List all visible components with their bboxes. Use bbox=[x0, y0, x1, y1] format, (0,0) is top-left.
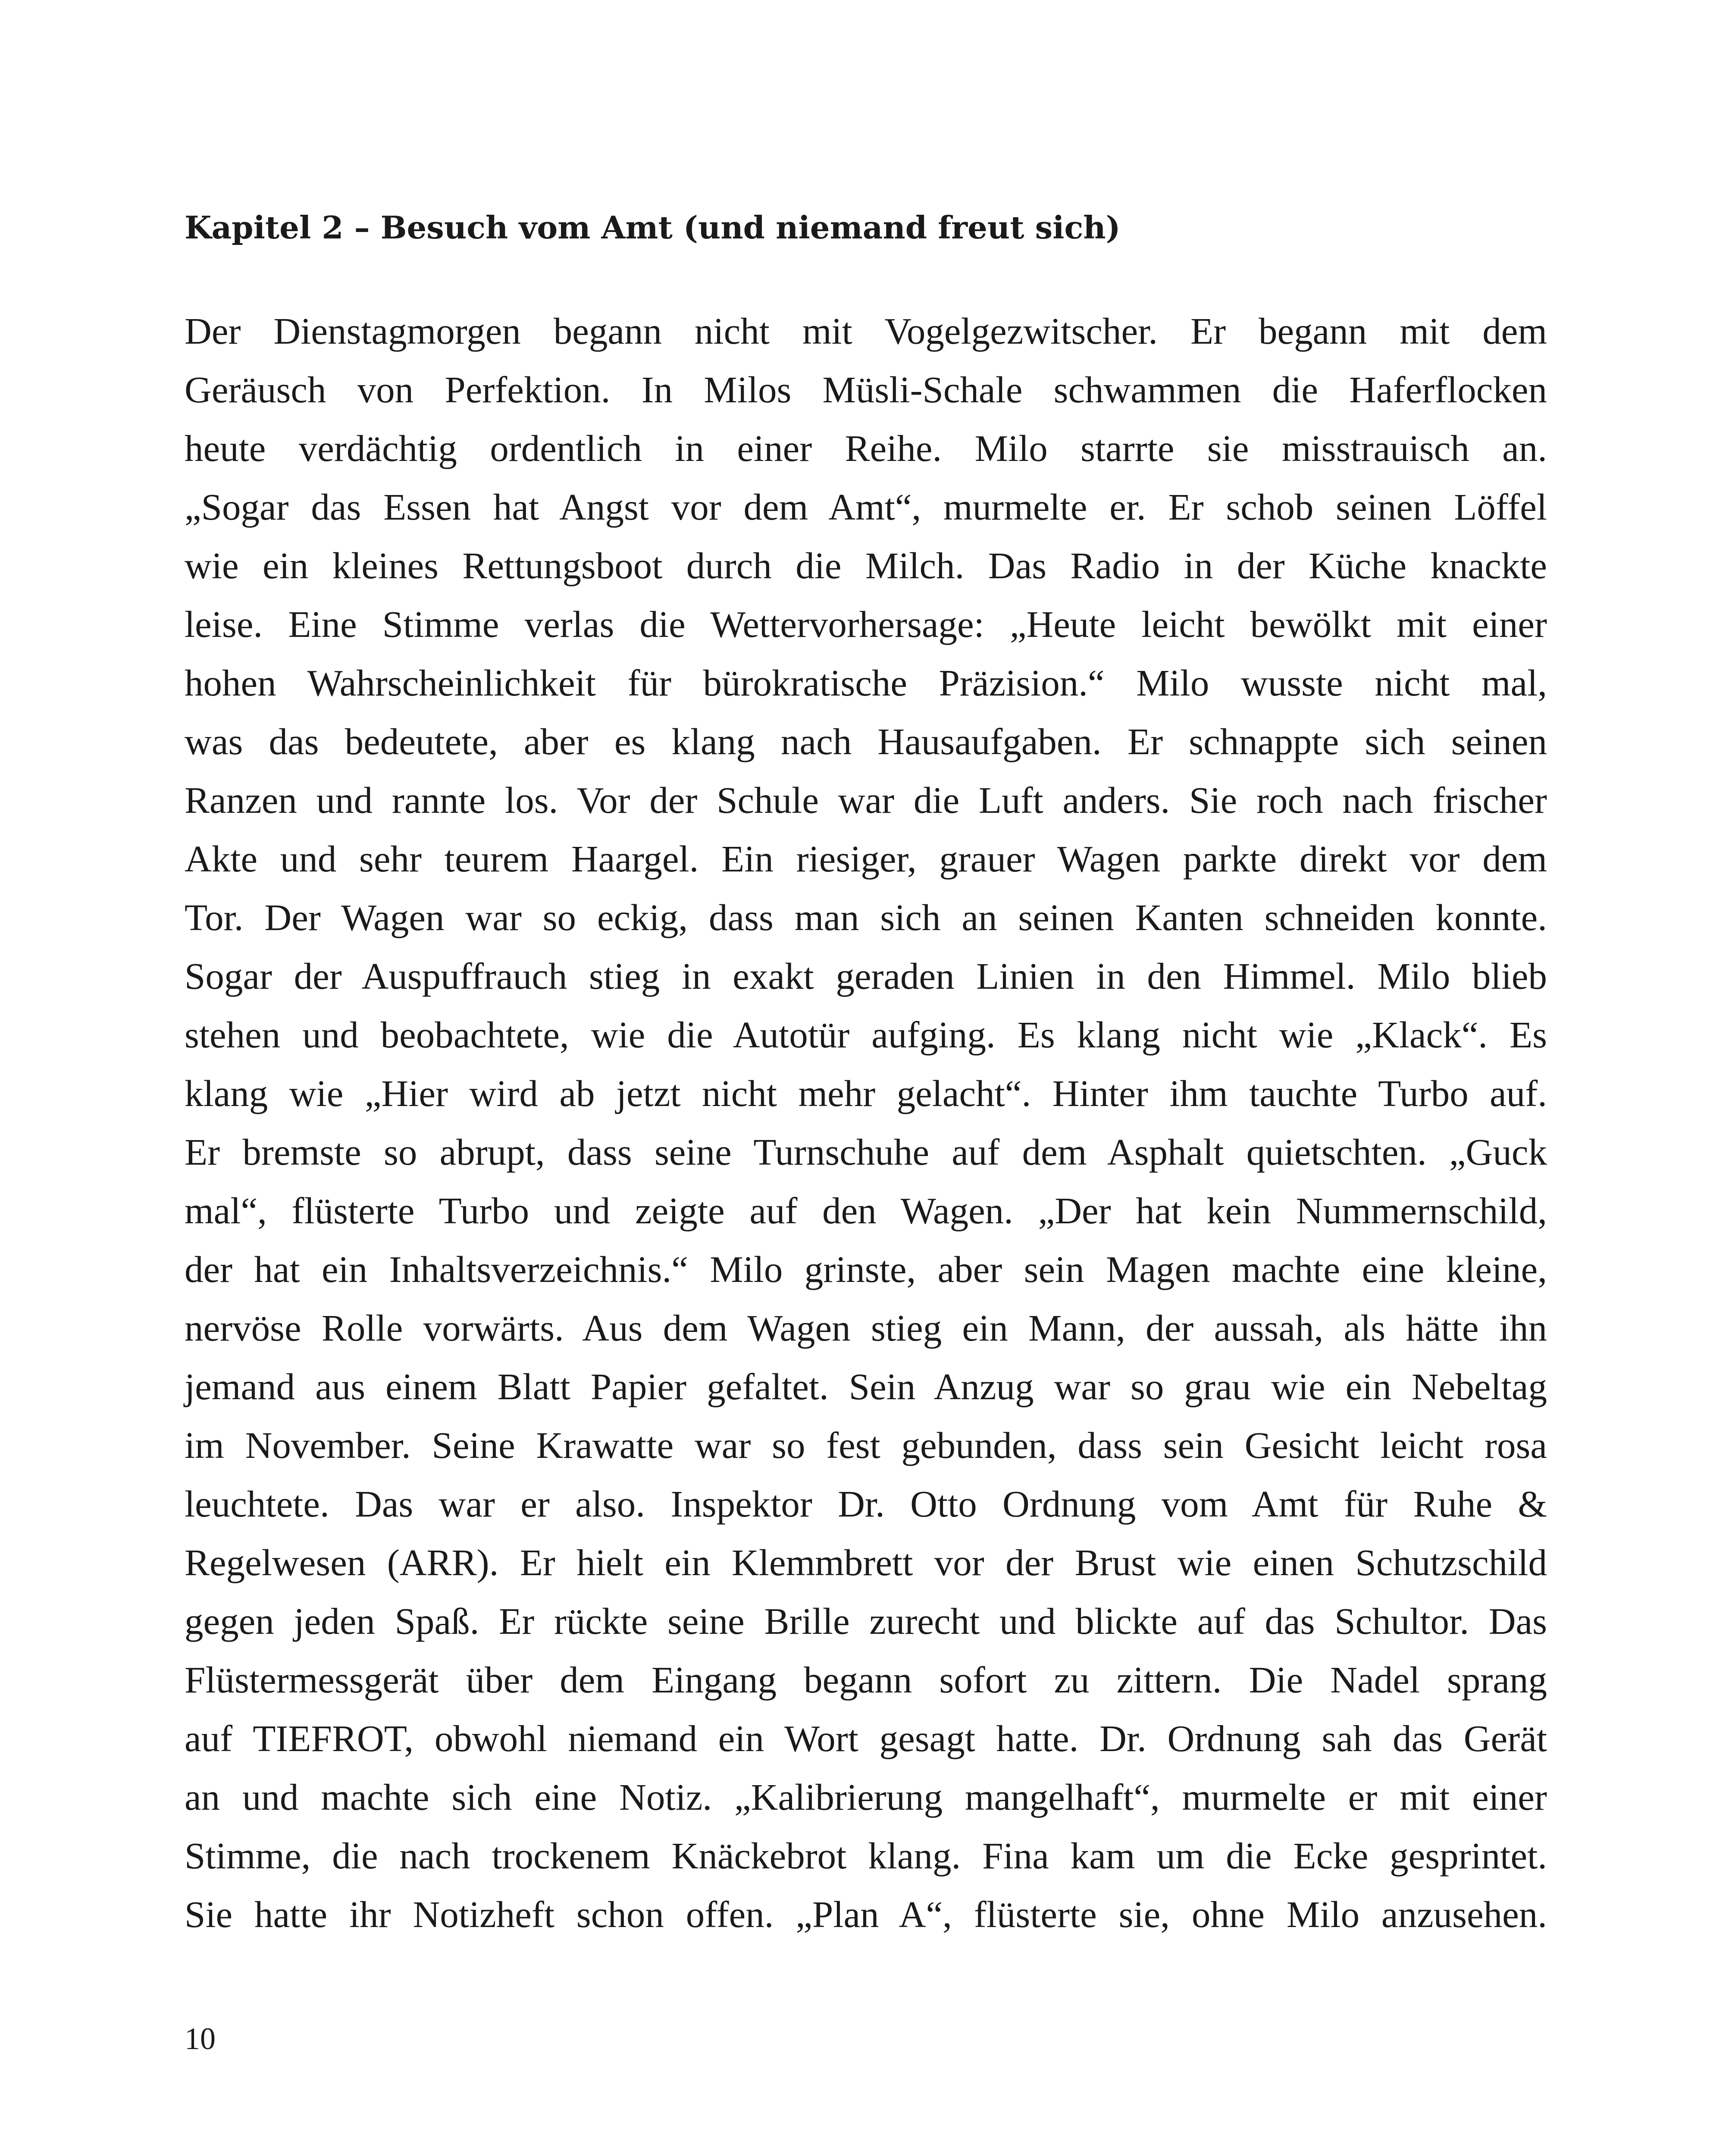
text-line: Ranzen und rannte los. Vor der Schule war die Luft anders. Sie roch nach frischer bbox=[185, 779, 1547, 821]
page-number: 10 bbox=[185, 2021, 216, 2056]
text-line: im November. Seine Krawatte war so fest gebunden, dass sein Gesicht leicht rosa bbox=[185, 1424, 1547, 1466]
body-paragraph bbox=[185, 302, 1547, 1944]
text-line: der hat ein Inhaltsverzeichnis.“ Milo grinste, aber sein Magen machte eine kleine, bbox=[185, 1248, 1547, 1290]
text-line: leuchtete. Das war er also. Inspektor Dr. Otto Ordnung vom Amt für Ruhe & bbox=[185, 1483, 1547, 1525]
text-line: leise. Eine Stimme verlas die Wettervorhersage: „Heute leicht bewölkt mit einer bbox=[185, 603, 1547, 645]
text-line: mal“, flüsterte Turbo und zeigte auf den Wagen. „Der hat kein Nummernschild, bbox=[185, 1190, 1547, 1232]
text-line: was das bedeutete, aber es klang nach Hausaufgaben. Er schnappte sich seinen bbox=[185, 721, 1547, 762]
text-line: Akte und sehr teurem Haargel. Ein riesiger, grauer Wagen parkte direkt vor dem bbox=[185, 838, 1547, 880]
text-line: Tor. Der Wagen war so eckig, dass man sich an seinen Kanten schneiden konnte. bbox=[185, 896, 1547, 938]
text-line: an und machte sich eine Notiz. „Kalibrierung mangelhaft“, murmelte er mit einer bbox=[185, 1776, 1547, 1818]
text-line: hohen Wahrscheinlichkeit für bürokratische Präzision.“ Milo wusste nicht mal, bbox=[185, 662, 1547, 704]
text-line: klang wie „Hier wird ab jetzt nicht mehr gelacht“. Hinter ihm tauchte Turbo auf. bbox=[185, 1072, 1547, 1114]
text-line: gegen jeden Spaß. Er rückte seine Brille zurecht und blickte auf das Schultor. Das bbox=[185, 1600, 1547, 1642]
text-line: Sie hatte ihr Notizheft schon offen. „Plan A“, flüsterte sie, ohne Milo anzusehen. bbox=[185, 1893, 1547, 1935]
text-line: jemand aus einem Blatt Papier gefaltet. Sein Anzug war so grau wie ein Nebeltag bbox=[185, 1366, 1547, 1407]
text-line: nervöse Rolle vorwärts. Aus dem Wagen stieg ein Mann, der aussah, als hätte ihn bbox=[185, 1307, 1547, 1349]
text-line: Flüstermessgerät über dem Eingang begann sofort zu zittern. Die Nadel sprang bbox=[185, 1659, 1547, 1701]
text-line: Der Dienstagmorgen begann nicht mit Vogelgezwitscher. Er begann mit dem bbox=[185, 310, 1547, 352]
text-line: Stimme, die nach trockenem Knäckebrot klang. Fina kam um die Ecke gesprintet. bbox=[185, 1835, 1547, 1877]
text-line: Sogar der Auspuffrauch stieg in exakt geraden Linien in den Himmel. Milo blieb bbox=[185, 955, 1547, 997]
text-line: auf TIEFROT, obwohl niemand ein Wort gesagt hatte. Dr. Ordnung sah das Gerät bbox=[185, 1717, 1547, 1759]
text-line: wie ein kleines Rettungsboot durch die Milch. Das Radio in der Küche knackte bbox=[185, 545, 1547, 586]
text-line: heute verdächtig ordentlich in einer Reihe. Milo starrte sie misstrauisch an. bbox=[185, 427, 1547, 469]
chapter-title: Kapitel 2 – Besuch vom Amt (und niemand freut sich) bbox=[185, 209, 1121, 246]
text-line: Er bremste so abrupt, dass seine Turnschuhe auf dem Asphalt quietschten. „Guck bbox=[185, 1131, 1547, 1173]
text-line: Regelwesen (ARR). Er hielt ein Klemmbrett vor der Brust wie einen Schutzschild bbox=[185, 1542, 1547, 1583]
text-line: Geräusch von Perfektion. In Milos Müsli-Schale schwammen die Haferflocken bbox=[185, 369, 1547, 411]
text-line: „Sogar das Essen hat Angst vor dem Amt“, murmelte er. Er schob seinen Löffel bbox=[185, 486, 1547, 528]
text-line: stehen und beobachtete, wie die Autotür aufging. Es klang nicht wie „Klack“. Es bbox=[185, 1014, 1547, 1056]
